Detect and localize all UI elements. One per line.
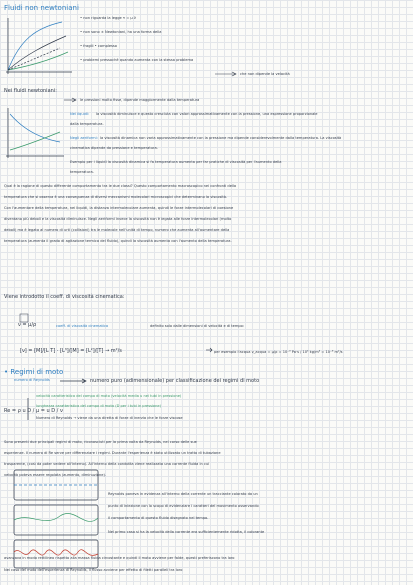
section5-paragraph-4: velocità poteva essere regolata (aumento, diminuzione).	[4, 473, 107, 477]
paragraph-line-3: Con l'aumentare della temperatura, nei liquidi, la distanza intermolecolare aumenta, quindi le forze intermolecolari di coesione	[4, 206, 234, 210]
section1-bullet-2: • non sono ± Newtoniani, ha una forma della	[80, 30, 162, 34]
footer-line-1: avanzava in modo rettilineo rispetto alla massa fluida circostante e quindi il moto avviene per falde, questi preferiscono tra loro	[4, 556, 235, 560]
paragraph-line-5: deboli) ma è legata al numero di urti (collisioni) tra le molecole nell'unità di tempo, numero che aumenta all'aumentare della	[4, 228, 230, 232]
section5-title: • Regimi di moto	[4, 368, 64, 376]
paragraph-line-4: diventano più deboli e la viscosità diminuisce. Negli aeriformi invece la viscosità non è legata alle forze intermolecolari (molto	[4, 217, 232, 221]
right-text-2: punto di iniezione con lo scopo di evidenziare i caratteri del movimento osservando	[108, 504, 259, 508]
def-length: lunghezza caratteristica del campo di moto (D per i tubi in pressione)	[36, 404, 162, 408]
section5-paragraph-3: trasparente, (così da poter vedere all'interno). All'interno della condotta viene realizzata una corrente fluida in cui	[4, 462, 210, 466]
def-velocity: velocità caratteristica del campo di moto (velocità media u nei tubi in pressione)	[36, 394, 182, 398]
reynolds-tube-sketch	[14, 470, 98, 568]
def-reynolds: Numero di Reynolds → viene da una diretta di forze di inerzia che le forze viscose	[36, 416, 183, 420]
formula-units: [ν] = [M]/[L T] · [L³]/[M] = [L²]/[T] → m²/s	[20, 348, 122, 354]
reynolds-arrow-text: numero puro (adimensionale) per classificazione dei regimi di moto	[90, 378, 260, 384]
reynolds-formula: Re = ρ u D / μ = u D / ν	[4, 408, 63, 414]
paragraph-line-1: Qual è la ragione di questo differente comportamento tra le due classi? Questo comportamento macroscopico nei confronti della	[4, 184, 237, 188]
section2-intro: le pressioni molto fisse, dipende maggiormente dalla temperatura	[80, 98, 200, 102]
note-text-1: Esempio per i liquidi la viscosità dinamica si fa temperatura aumenta per far pratiche di viscosità per l'aumento della	[70, 160, 282, 164]
footer-line-2: Nel caso del moto dell'esperienza di Reynolds, il flusso avviene per effetto di filetti paralleli tra loro	[4, 568, 183, 572]
reynolds-label: numero di Reynolds	[14, 378, 50, 382]
section4-title: Viene introdotto il coeff. di viscosità cinematica:	[4, 294, 125, 300]
right-text-1: Reynolds poneva in evidenza all'interno della corrente un tracciante colorato da un	[108, 492, 258, 496]
right-text-3: il comportamento di questo fluido disegnato nel tempo.	[108, 516, 209, 520]
gas-text-2: cinematica dipende da pressione e temperatura.	[70, 146, 158, 150]
formula-desc: coeff. di viscosità cinematica	[56, 324, 109, 328]
gas-text-1: la viscosità dinamica non varia approssimativamente con la pressione ma dipende considerevolmente dalla temperatura. La viscosità	[100, 136, 342, 140]
section1-bullet-1: • non riguarda la legge τ = μ ∂	[80, 16, 136, 20]
section1-note: che non dipende la velocità	[240, 72, 290, 76]
section1-bullet-3: • fragili • complesso	[80, 44, 117, 48]
section5-paragraph-2: esperienze. Il numero di Re serve per differenziare i regimi. Durante l'esperienza è stato utilizzato un tratto di tubazione	[4, 451, 221, 455]
formula-example: per esempio l'acqua ν_acqua = μ/ρ = 10⁻³ Pa·s / 10³ kg/m³ = 10⁻⁶ m²/s	[214, 350, 343, 354]
paragraph-line-6: temperatura (aumenta il grado di agitazione termica del fluido), quindi la viscosità aumenta con l'aumento della temperatura.	[4, 239, 232, 243]
formula-lhs: ν = μ/ρ	[18, 322, 37, 328]
liquids-label: Nei liquidi:	[70, 112, 90, 116]
paragraph-line-2: temperatura che si osserva è una conseguenza di diversi meccanismi molecolari microscopici che determinano la viscosità.	[4, 195, 228, 199]
section5-paragraph-1: Sono presenti due principali regimi di moto, riconosciuti per la prima volta da Reynolds, nel corso delle sue	[4, 440, 197, 444]
note-text-2: temperatura.	[70, 170, 94, 174]
liquids-text-2: dalla temperatura.	[70, 122, 104, 126]
section1-bullet-4: • problemi pressoché quando aumenta con la stessa problema	[80, 58, 194, 62]
section1-title: Fluidi non newtoniani	[4, 4, 79, 12]
section2-title: Nei fluidi newtoniani:	[4, 88, 57, 94]
shear-stress-graph	[6, 18, 72, 74]
right-text-4: Nel primo caso si ha la velocità della corrente era sufficientemente ridotta, il colorante	[108, 530, 265, 534]
liquids-text-1: la viscosità diminuisce e questo cresciuta con valori approssimativamente con la pressione, una espressione proporzionale	[96, 112, 318, 116]
gas-label: Negli aeriformi:	[70, 136, 98, 140]
viscosity-temperature-graph	[6, 108, 64, 158]
formula-desc2: definito solo dalle dimensioni di velocità e di tempo:	[150, 324, 245, 328]
